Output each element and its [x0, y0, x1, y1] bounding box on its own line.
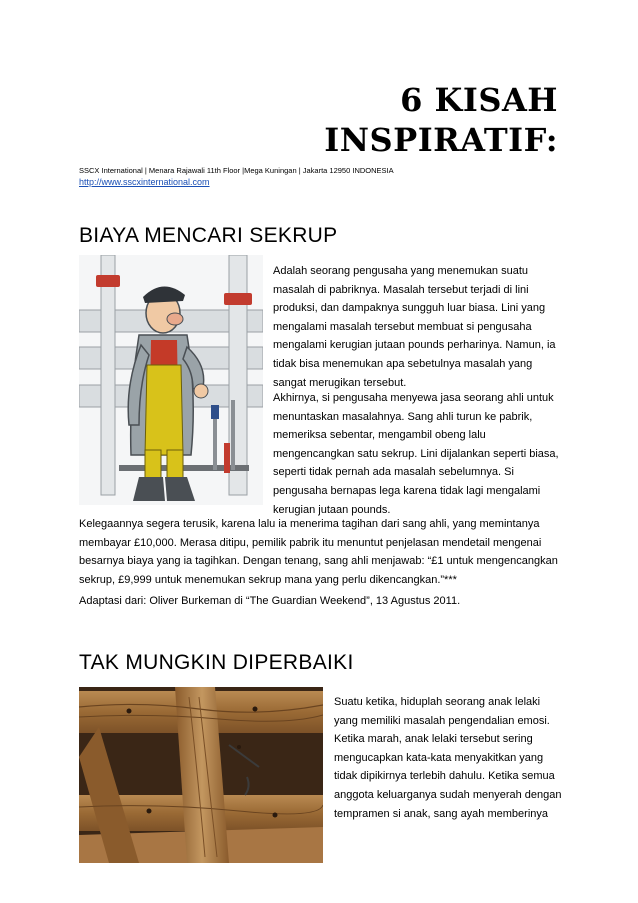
- story1-side-paragraph-1: Adalah seorang pengusaha yang menemukan suatu masalah di pabriknya. Masalah tersebut terjadi di lini produksi, dan dampaknya sungguh luar biasa. Lini yang mengalami masalah tersebut membuat si pengusaha mengalami kerugian jutaan pounds perharinya. Namun, ia tidak bisa menemukan apa sebetulnya masalah yang sangat merugikan tersebut.: [273, 265, 556, 389]
- website-link[interactable]: http://www.sscxinternational.com: [79, 177, 210, 187]
- story2-side-paragraph-1: Suatu ketika, hiduplah seorang anak lelaki yang memiliki masalah pengendalian emosi. Ketika marah, anak lelaki tersebut sering mengucapkan kata-kata menyakitkan yang tidak dipikirnya terlebih dahulu. Ketika semua anggota keluarganya sudah menyerah dengan tempramen si anak, sang ayah memberinya: [334, 696, 562, 820]
- wooden-fence-photo: [79, 687, 323, 863]
- title-line-2: INSPIRATIF:: [324, 121, 558, 159]
- story2-heading: TAK MUNGKIN DIPERBAIKI: [79, 651, 354, 674]
- header-info: SSCX International | Menara Rajawali 11th Floor |Mega Kuningan | Jakarta 12950 INDONESIA: [79, 166, 394, 175]
- story1-side-paragraph-2: Akhirnya, si pengusaha menyewa jasa seorang ahli untuk menuntaskan masalahnya. Sang ahli turun ke pabrik, memeriksa sebentar, mengambil obeng lalu mengencangkan satu sekrup. Lini dijalankan seperti biasa, seperti tidak pernah ada masalah sebelumnya. Si pengusaha bernapas lega karena tidak lagi mengalami kerugian jutaan pounds.: [273, 392, 559, 516]
- story1-heading: BIAYA MENCARI SEKRUP: [79, 224, 338, 247]
- document-title: [324, 80, 558, 160]
- story1-source: Adaptasi dari: Oliver Burkeman di “The Guardian Weekend”, 13 Agustus 2011.: [79, 595, 461, 607]
- repairman-illustration: [79, 255, 263, 505]
- title-line-1: 6 KISAH: [400, 81, 558, 119]
- story1-full-paragraph: Kelegaannya segera terusik, karena lalu ia menerima tagihan dari sang ahli, yang memintanya membayar £10,000. Merasa ditipu, pemilik pabrik itu menuntut penjelasan mendetail mengenai besarnya biaya yang ia tagihkan. Dengan tenang, sang ahli menjawab: “£1 untuk mengencangkan sekrup, £9,999 untuk menemukan sekrup mana yang perlu dikencangkan.”***: [79, 518, 558, 586]
